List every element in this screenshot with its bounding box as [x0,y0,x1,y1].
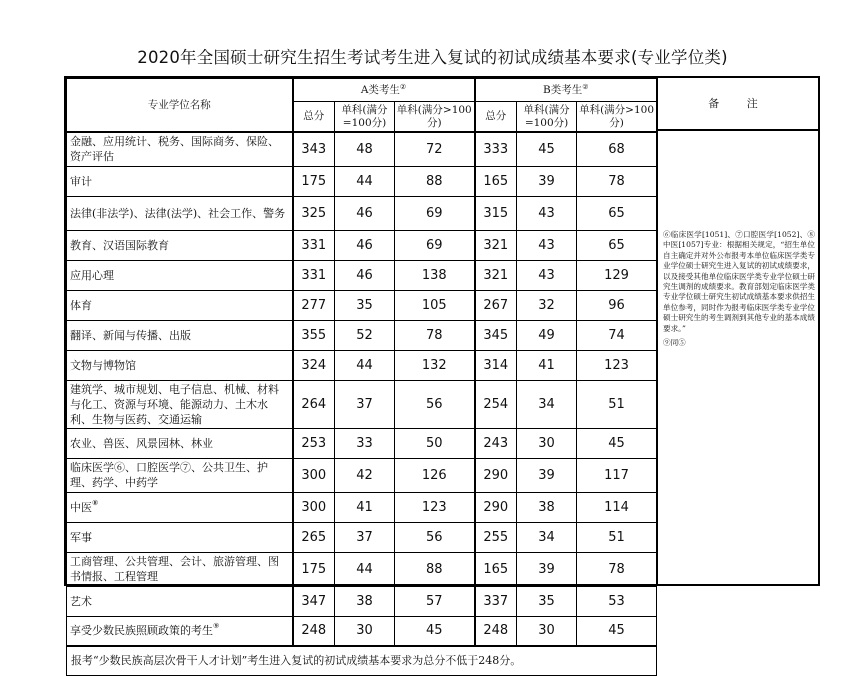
table-row [67,320,657,350]
score-cell-b-100: 30 [517,616,577,646]
score-cell-b-100: 39 [517,458,577,492]
major-name-cell: 艺术 [67,586,293,616]
score-cell-b-100: 32 [517,290,577,320]
major-name-cell: 体育 [67,290,293,320]
score-cell-a-gt100: 69 [395,196,475,230]
major-name-cell: 军事 [67,522,293,552]
major-name-cell: 审计 [67,166,293,196]
score-cell-a-total: 347 [293,586,335,616]
score-cell-a-100: 46 [335,260,395,290]
score-cell-a-total: 325 [293,196,335,230]
score-cell-b-gt100: 65 [577,230,657,260]
header-group-b: B类考生② [475,79,657,102]
score-cell-b-gt100: 68 [577,132,657,166]
score-cell-a-gt100: 69 [395,230,475,260]
remarks-column [656,131,820,586]
score-table-sheet [64,76,820,667]
score-cell-a-100: 48 [335,132,395,166]
score-cell-b-100: 41 [517,350,577,380]
score-cell-a-100: 44 [335,552,395,586]
score-cell-b-gt100: 45 [577,428,657,458]
table-row [67,552,657,586]
score-cell-b-gt100: 129 [577,260,657,290]
score-cell-a-gt100: 78 [395,320,475,350]
header-b-single-100: 单科(满分=100分) [517,102,577,133]
score-cell-b-gt100: 74 [577,320,657,350]
score-cell-a-100: 38 [335,586,395,616]
score-cell-a-gt100: 105 [395,290,475,320]
table-row [67,492,657,522]
score-cell-b-total: 243 [475,428,517,458]
table-row [67,196,657,230]
remark-clinical-medicine: ⑥临床医学[1051]、⑦口腔医学[1052]、⑧中医[1057]专业：根据相关规定，“招生单位自主确定并对外公布报考本单位临床医学类专业学位硕士研究生进入复试的初试成绩要求，以及接受其他单位临床医学类专业学位硕士研究生调剂的成绩要求。教育部划定临床医学类专业学位硕士研究生初试成绩基本要求供招生单位参考，同时作为报考临床医学类专业学位硕士研究生的考生调剂到其他专业的基本成绩要求。” [663,230,815,333]
header-a-total: 总分 [293,102,335,133]
major-name-cell: 建筑学、城市规划、电子信息、机械、材料与化工、资源与环境、能源动力、土木水利、生物与医药、交通运输 [67,380,293,428]
score-cell-b-100: 39 [517,166,577,196]
score-cell-b-total: 337 [475,586,517,616]
score-cell-b-100: 43 [517,260,577,290]
score-cell-a-total: 175 [293,552,335,586]
remarks-header: 备 注 [656,78,820,131]
score-cell-b-total: 267 [475,290,517,320]
score-cell-a-gt100: 88 [395,166,475,196]
page-title: 2020年全国硕士研究生招生考试考生进入复试的初试成绩基本要求(专业学位类) [137,48,728,67]
score-cell-b-100: 30 [517,428,577,458]
score-cell-b-total: 333 [475,132,517,166]
score-cell-b-total: 255 [475,522,517,552]
score-cell-b-gt100: 51 [577,522,657,552]
score-cell-a-total: 300 [293,458,335,492]
score-cell-b-gt100: 114 [577,492,657,522]
score-cell-b-100: 43 [517,196,577,230]
score-cell-a-gt100: 138 [395,260,475,290]
score-cell-a-total: 324 [293,350,335,380]
major-name-cell: 中医⑧ [67,492,293,522]
score-cell-b-gt100: 51 [577,380,657,428]
score-cell-b-total: 254 [475,380,517,428]
score-cell-b-total: 290 [475,492,517,522]
score-cell-b-total: 314 [475,350,517,380]
table-row [67,290,657,320]
score-cell-a-total: 265 [293,522,335,552]
score-cell-a-gt100: 123 [395,492,475,522]
major-name-cell: 文物与博物馆 [67,350,293,380]
score-cell-b-total: 345 [475,320,517,350]
table-row [67,132,657,166]
score-cell-b-gt100: 45 [577,616,657,646]
major-name-cell: 教育、汉语国际教育 [67,230,293,260]
score-cell-a-100: 41 [335,492,395,522]
score-cell-a-total: 253 [293,428,335,458]
score-cell-a-total: 248 [293,616,335,646]
table-row [67,230,657,260]
footer-note: 报考“少数民族高层次骨干人才计划”考生进入复试的初试成绩基本要求为总分不低于248分。 [67,646,657,676]
table-row [67,350,657,380]
score-cell-a-gt100: 50 [395,428,475,458]
score-cell-b-100: 39 [517,552,577,586]
score-cell-a-100: 35 [335,290,395,320]
table-row [67,458,657,492]
score-cell-a-100: 52 [335,320,395,350]
score-cell-a-100: 37 [335,522,395,552]
major-name-cell: 应用心理 [67,260,293,290]
score-cell-a-total: 277 [293,290,335,320]
major-name-cell: 临床医学⑥、口腔医学⑦、公共卫生、护理、药学、中药学 [67,458,293,492]
score-cell-a-100: 30 [335,616,395,646]
score-cell-b-100: 34 [517,380,577,428]
score-cell-a-gt100: 56 [395,380,475,428]
score-cell-b-100: 34 [517,522,577,552]
score-cell-a-gt100: 57 [395,586,475,616]
header-group-b-note: ② [582,82,589,91]
score-cell-b-gt100: 96 [577,290,657,320]
score-cell-b-total: 248 [475,616,517,646]
score-cell-b-100: 35 [517,586,577,616]
score-cell-b-gt100: 117 [577,458,657,492]
score-cell-a-100: 37 [335,380,395,428]
major-name-cell: 工商管理、公共管理、会计、旅游管理、图书情报、工程管理 [67,552,293,586]
score-cell-b-gt100: 123 [577,350,657,380]
score-cell-a-total: 300 [293,492,335,522]
major-name-cell: 金融、应用统计、税务、国际商务、保险、资产评估 [67,132,293,166]
score-cell-a-total: 175 [293,166,335,196]
score-cell-b-gt100: 78 [577,166,657,196]
score-cell-a-total: 331 [293,260,335,290]
score-cell-a-gt100: 45 [395,616,475,646]
score-cell-a-100: 42 [335,458,395,492]
table-row [67,260,657,290]
score-cell-a-100: 46 [335,196,395,230]
score-cell-a-total: 355 [293,320,335,350]
major-name-cell: 法律(非法学)、法律(法学)、社会工作、警务 [67,196,293,230]
score-cell-b-100: 38 [517,492,577,522]
score-cell-b-100: 45 [517,132,577,166]
score-cell-b-total: 315 [475,196,517,230]
table-row [67,522,657,552]
score-cell-a-100: 46 [335,230,395,260]
score-cell-b-gt100: 53 [577,586,657,616]
score-cell-b-100: 49 [517,320,577,350]
score-cell-b-gt100: 65 [577,196,657,230]
score-cell-a-gt100: 88 [395,552,475,586]
score-cell-b-gt100: 78 [577,552,657,586]
major-name-cell: 农业、兽医、风景园林、林业 [67,428,293,458]
score-cell-b-100: 43 [517,230,577,260]
score-cell-a-total: 343 [293,132,335,166]
header-b-total: 总分 [475,102,517,133]
table-row [67,428,657,458]
score-cell-a-total: 264 [293,380,335,428]
major-name-note: ⑧ [92,498,99,507]
score-cell-a-gt100: 56 [395,522,475,552]
score-cell-a-100: 44 [335,166,395,196]
remark-ethnic-minority: ⑨同⑤ [663,338,686,347]
header-major-name: 专业学位名称 [67,79,293,133]
score-cell-a-gt100: 132 [395,350,475,380]
score-cell-b-total: 290 [475,458,517,492]
header-group-a: A类考生② [293,79,475,102]
score-cell-a-100: 44 [335,350,395,380]
score-cell-a-gt100: 72 [395,132,475,166]
score-table [66,78,657,676]
score-cell-b-total: 321 [475,260,517,290]
score-cell-a-100: 33 [335,428,395,458]
header-group-a-note: ② [399,82,407,91]
major-name-note: ⑨ [213,622,220,631]
score-cell-b-total: 165 [475,166,517,196]
table-row [67,380,657,428]
score-cell-b-total: 321 [475,230,517,260]
table-row [67,616,657,646]
header-b-single-gt100: 单科(满分>100分) [577,102,657,133]
score-cell-b-total: 165 [475,552,517,586]
header-a-single-gt100: 单科(满分>100分) [395,102,475,133]
major-name-cell: 翻译、新闻与传播、出版 [67,320,293,350]
major-name-cell: 享受少数民族照顾政策的考生⑨ [67,616,293,646]
score-cell-a-total: 331 [293,230,335,260]
header-a-single-100: 单科(满分=100分) [335,102,395,133]
table-row [67,166,657,196]
score-cell-a-gt100: 126 [395,458,475,492]
